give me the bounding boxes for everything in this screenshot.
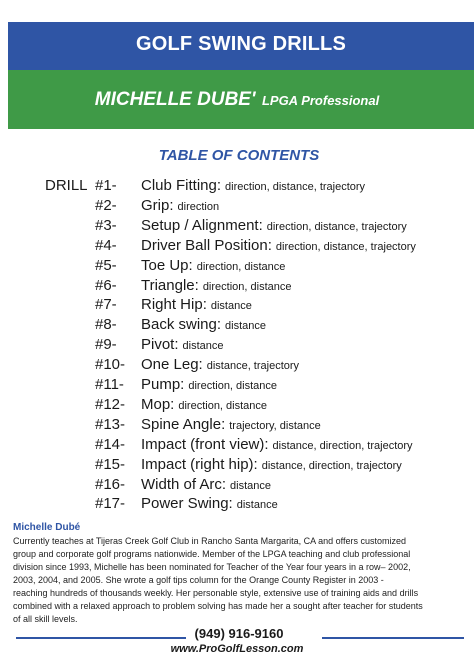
drill-name [141, 376, 277, 393]
drill-row [0, 335, 474, 355]
drill-row [0, 395, 474, 415]
drill-name [141, 237, 416, 254]
drill-row [0, 176, 474, 196]
drill-title: Spine Angle: [141, 415, 226, 433]
drill-number: #9- [95, 336, 117, 354]
drill-number: #6- [95, 276, 117, 294]
bio-line: division since 1993, Michelle has been nominated for Teacher of the Year four years in a row– 2002, [13, 562, 411, 572]
drill-title: Right Hip: [141, 296, 207, 314]
author-role: LPGA Professional [261, 93, 380, 108]
bio-line: combined with a relaxed approach to problem solving has made her a sought after teacher for students [13, 601, 423, 611]
drill-number: #3- [95, 216, 117, 234]
drill-name [141, 476, 271, 493]
drill-number: #8- [95, 316, 117, 334]
bio-line: reaching hundreds of thousands weekly. Her personable style, extensive use of training aids and drills [13, 588, 419, 598]
drill-focus-tags: direction, distance [188, 380, 278, 392]
drill-number: #16- [95, 475, 126, 493]
drill-number: #14- [95, 435, 126, 453]
drill-row [0, 415, 474, 435]
drill-focus-tags: direction, distance, trajectory [275, 240, 416, 253]
footer-rule-left [16, 637, 186, 639]
drill-focus-tags: distance [225, 320, 267, 333]
drill-focus-tags: trajectory, distance [229, 419, 321, 432]
drill-row [0, 196, 474, 216]
footer-rule-right [322, 637, 464, 639]
drill-title: Driver Ball Position: [141, 236, 272, 254]
drill-title: Mop: [141, 395, 175, 413]
author-line [0, 89, 474, 111]
drill-row [0, 475, 474, 495]
drill-focus-tags: direction, distance [196, 260, 286, 273]
drill-row [0, 315, 474, 335]
drill-title: One Leg: [141, 356, 203, 374]
drill-name [141, 257, 285, 274]
drill-name [141, 356, 299, 373]
drill-title: Back swing: [141, 316, 222, 334]
drill-number: #7- [95, 296, 117, 314]
drill-title: Setup / Alignment: [141, 216, 263, 234]
drill-title: Pump: [141, 376, 185, 393]
drill-title: Triangle: [141, 276, 199, 294]
drill-number: #5- [95, 256, 117, 274]
drill-title: Pivot: [141, 336, 179, 354]
bio-name: Michelle Dubé [13, 522, 81, 533]
drill-row [0, 375, 474, 395]
author-name: MICHELLE DUBE' [94, 89, 256, 110]
drill-row [0, 355, 474, 375]
drill-focus-tags: direction, distance, trajectory [225, 181, 366, 193]
document-title: GOLF SWING DRILLS [135, 33, 347, 55]
drill-number: #4- [95, 236, 117, 254]
drill-number: #17- [95, 495, 126, 513]
bio-line: 2003, 2004, and 2005. She wrote a golf tips column for the Orange County Register in 2003 - [13, 575, 384, 585]
drill-row [0, 256, 474, 276]
drill-title: Power Swing: [141, 495, 233, 513]
drill-name [141, 495, 278, 512]
drill-row [0, 455, 474, 475]
drill-title: Impact (right hip): [141, 455, 258, 473]
drill-focus-tags: distance [182, 340, 224, 353]
drill-focus-tags: direction, distance, trajectory [266, 220, 407, 233]
drill-row [0, 295, 474, 315]
drill-name [141, 436, 413, 453]
drill-focus-tags: direction, distance [178, 399, 268, 412]
bio-section [13, 521, 468, 626]
bio-line: Currently teaches at Tijeras Creek Golf Club in Rancho Santa Margarita, CA and offers customized [13, 536, 407, 546]
footer-rules [16, 637, 464, 639]
drill-focus-tags: distance [236, 499, 278, 512]
drill-label: DRILL [45, 177, 88, 194]
drill-number: #13- [95, 415, 126, 433]
toc-heading: TABLE OF CONTENTS [158, 147, 320, 164]
drill-title: Width of Arc: [141, 475, 227, 493]
drill-focus-tags: distance, direction, trajectory [261, 459, 402, 472]
drill-row [0, 276, 474, 296]
website-link[interactable]: www.ProGolfLesson.com [170, 643, 304, 655]
phone-number: (949) 916-9160 [194, 626, 284, 641]
drill-focus-tags: distance [230, 479, 272, 492]
bio-line: group and corporate golf programs nationwide. Member of the LPGA teaching and club professional [13, 549, 411, 559]
drill-focus-tags: distance, trajectory [206, 360, 300, 373]
drill-focus-tags: direction, distance [202, 280, 292, 293]
drill-row [0, 435, 474, 455]
drill-number: #15- [95, 455, 126, 473]
drill-name [141, 456, 402, 473]
drill-title: Toe Up: [141, 256, 193, 274]
drill-row [0, 494, 474, 514]
drill-focus-tags: distance, direction, trajectory [272, 439, 413, 452]
drill-name [141, 296, 252, 313]
drill-name [141, 316, 266, 333]
drill-row [0, 216, 474, 236]
drill-number: #1- [95, 177, 117, 194]
drill-name [141, 416, 321, 433]
drill-name [141, 336, 224, 353]
drill-number: #11- [95, 376, 124, 393]
bio-line: of all skill levels. [13, 614, 78, 624]
drill-title: Club Fitting: [141, 177, 222, 194]
drill-number: #12- [95, 395, 126, 413]
drill-focus-tags: direction [177, 200, 220, 213]
drill-name [141, 217, 407, 234]
drill-row [0, 236, 474, 256]
bio-text [13, 535, 468, 626]
drill-number: #10- [95, 356, 126, 374]
drill-name [141, 277, 291, 294]
drill-name [141, 197, 219, 214]
drill-title: Impact (front view): [141, 435, 269, 453]
drill-number: #2- [95, 196, 117, 214]
drill-name [141, 177, 365, 194]
drill-title: Grip: [141, 196, 174, 214]
drill-focus-tags: distance [210, 300, 252, 313]
drill-name [141, 396, 267, 413]
